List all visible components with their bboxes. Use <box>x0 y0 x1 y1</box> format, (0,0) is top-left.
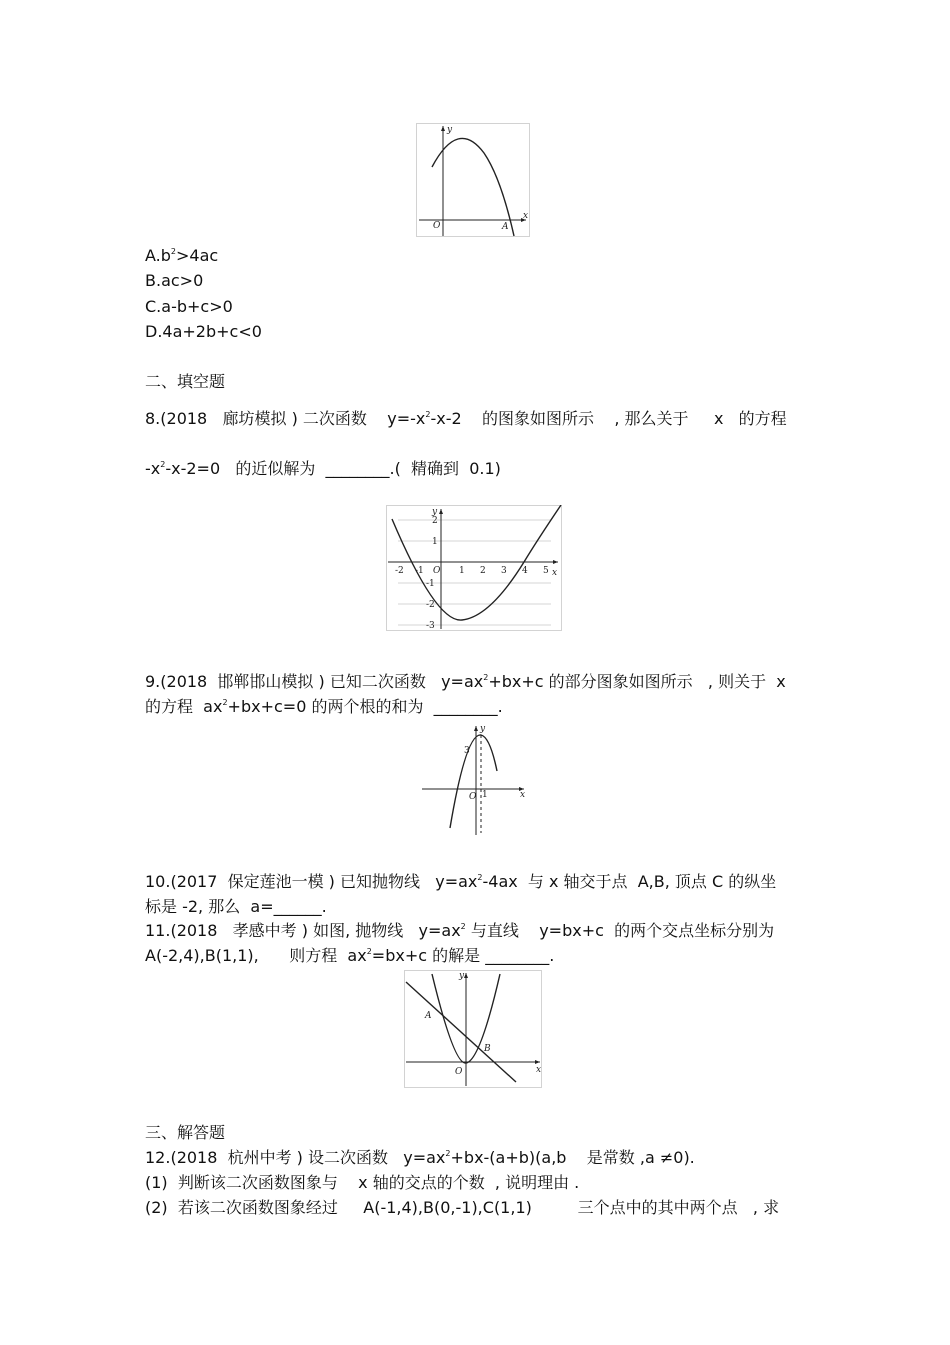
y-tick: -3 <box>426 621 435 631</box>
q10-line1: 10.(2017 保定莲池一模 ) 已知抛物线 $y=ax^2-4ax$ 与 x 轴交于点 A,B, 顶点 C 的纵坐 <box>145 872 777 891</box>
q12-line1: 12.(2018 杭州中考 ) 设二次函数 $y=ax^2+bx-(a+b)(a,b$ 是常数 ,a ≠0). <box>145 1148 695 1167</box>
section-heading-solutions: 三、解答题 <box>145 1123 226 1142</box>
x-tick: 1 <box>459 566 465 576</box>
option-b: B.ac>0 <box>145 271 204 290</box>
section-heading-fill-in: 二、填空题 <box>145 372 226 391</box>
y-tick: 1 <box>432 537 438 547</box>
option-c: C.a-b+c>0 <box>145 297 233 316</box>
q12-line3: (2) 若该二次函数图象经过 A(-1,4),B(0,-1),C(1,1) 三个点中的其中两个点 , 求 <box>145 1198 780 1217</box>
x-tick: 4 <box>522 566 528 576</box>
q8-figure <box>386 505 562 631</box>
y-tick: 3 <box>464 746 470 756</box>
origin-label: O <box>433 221 441 231</box>
q9-figure <box>420 723 526 837</box>
y-tick: -2 <box>426 600 435 610</box>
q11-line2: A(-2,4),B(1,1), 则方程 $ax^2=bx+c$ 的解是 ________. <box>145 946 555 965</box>
parabola <box>450 735 497 828</box>
x-tick: 1 <box>482 790 488 800</box>
q11-line1: 11.(2018 孝感中考 ) 如图, 抛物线 $y=ax^2$ 与直线 y=bx+c 的两个交点坐标分别为 <box>145 921 775 940</box>
y-label: y <box>480 724 486 734</box>
y-label: y <box>459 971 465 981</box>
x-tick: 5 <box>543 566 549 576</box>
x-tick: 3 <box>501 566 507 576</box>
x-tick: -2 <box>395 566 404 576</box>
q10-line2: 标是 -2, 那么 a=______. <box>145 897 327 916</box>
x-tick: 2 <box>480 566 486 576</box>
y-tick: -1 <box>426 579 435 589</box>
option-a: $A.b^2>4ac$ <box>145 246 219 265</box>
option-d: D.4a+2b+c<0 <box>145 322 262 341</box>
point-a-label: A <box>502 222 509 232</box>
y-tick: 2 <box>432 516 438 526</box>
origin-label: O <box>469 792 477 802</box>
x-label: x <box>536 1065 542 1075</box>
q9-line1: 9.(2018 邯郸邯山模拟 ) 已知二次函数 $y=ax^2+bx+c$ 的部分图象如图所示 , 则关于 x <box>145 672 786 691</box>
q9-line2: 的方程 $ax^2+bx+c=0$ 的两个根的和为 ________. <box>145 697 503 716</box>
q11-figure <box>404 970 542 1088</box>
y-label: y <box>432 507 438 517</box>
x-label: x <box>523 211 529 221</box>
x-label: x <box>552 568 558 578</box>
origin-label: O <box>455 1067 463 1077</box>
x-tick: -1 <box>415 566 424 576</box>
q8-line2: $-x^2-x-2=0$ 的近似解为 ________.( 精确到 0.1) <box>145 459 501 478</box>
q7-figure <box>416 123 530 237</box>
point-b-label: B <box>484 1044 491 1054</box>
q12-line2: (1) 判断该二次函数图象与 x 轴的交点的个数 , 说明理由 . <box>145 1173 580 1192</box>
y-label: y <box>447 125 453 135</box>
q8-line1: 8.(2018 廊坊模拟 ) 二次函数 $y=-x^2-x-2$ 的图象如图所示 , 那么关于 x 的方程 <box>145 409 787 428</box>
point-a-label: A <box>425 1011 432 1021</box>
x-label: x <box>520 790 526 800</box>
origin-label: O <box>433 566 441 576</box>
parabola <box>392 505 561 620</box>
